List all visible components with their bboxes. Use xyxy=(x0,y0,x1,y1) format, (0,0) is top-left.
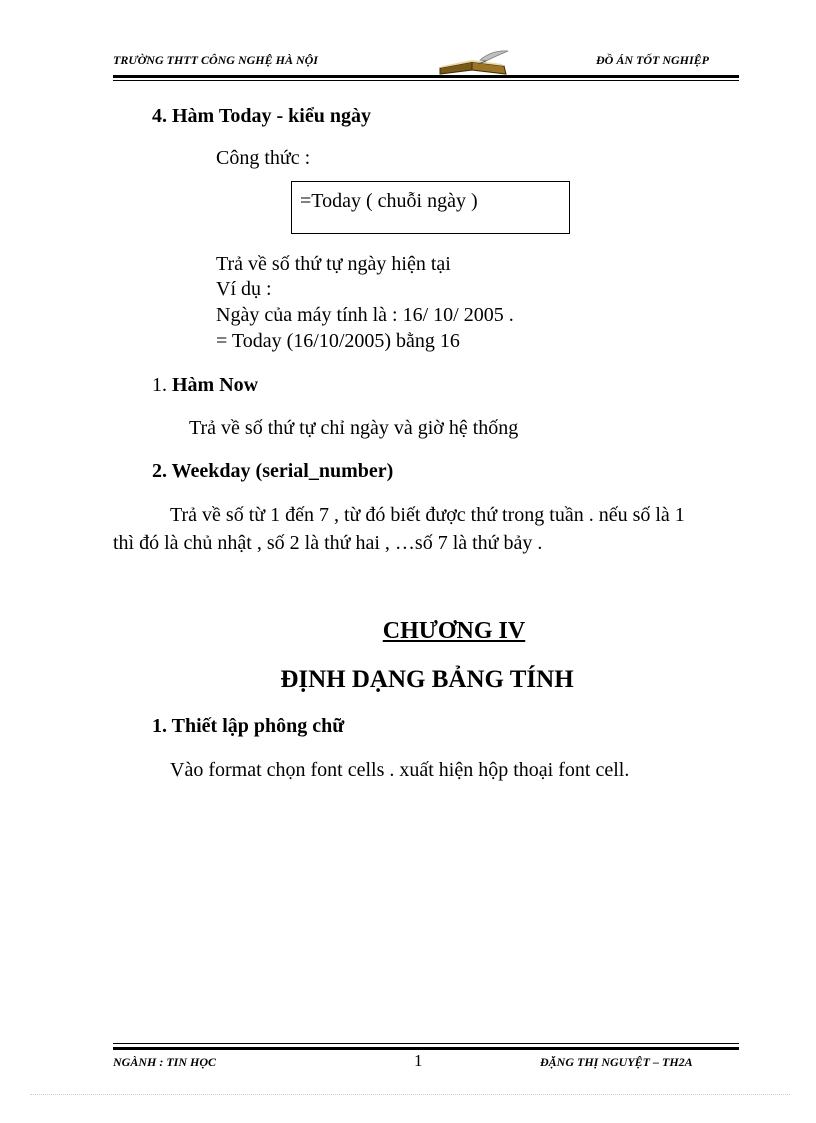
weekday-description-line1: Trả về số từ 1 đến 7 , từ đó biết được thứ trong tuần . nếu số là 1 xyxy=(170,504,685,526)
header-rule-thick xyxy=(113,75,739,78)
formula-text: =Today ( chuỗi ngày ) xyxy=(300,190,478,212)
page-number: 1 xyxy=(414,1051,423,1070)
page-bottom-divider xyxy=(30,1094,790,1095)
font-section-title: 1. Thiết lập phông chữ xyxy=(152,715,345,737)
now-description: Trả về số thứ tự chỉ ngày và giờ hệ thống xyxy=(189,417,519,439)
section-now-title: Hàm Now xyxy=(172,374,259,396)
font-section-description: Vào format chọn font cells . xuất hiện hộp thoại font cell. xyxy=(170,759,630,781)
today-description: Trả về số thứ tự ngày hiện tại xyxy=(216,253,451,275)
footer-rule-thick xyxy=(113,1047,739,1050)
example-label: Ví dụ : xyxy=(216,278,272,300)
footer-rule-thin xyxy=(113,1043,739,1044)
header-rule-thin xyxy=(113,80,739,81)
footer-major: NGÀNH : TIN HỌC xyxy=(113,1055,217,1069)
section-now-number: 1. xyxy=(152,374,167,396)
example-result-line: = Today (16/10/2005) bằng 16 xyxy=(216,330,460,352)
formula-label: Công thức : xyxy=(216,147,311,169)
formula-box xyxy=(291,181,570,234)
section-now-heading xyxy=(152,374,258,397)
chapter-subtitle: ĐỊNH DẠNG BẢNG TÍNH xyxy=(280,666,574,693)
section-weekday-title: 2. Weekday (serial_number) xyxy=(152,460,394,482)
weekday-description-line2: thì đó là chủ nhật , số 2 là thứ hai , …số 7 là thứ bảy . xyxy=(113,532,543,554)
header-school-name: TRƯỜNG THTT CÔNG NGHỆ HÀ NỘI xyxy=(113,53,318,67)
example-date-line: Ngày của máy tính là : 16/ 10/ 2005 . xyxy=(216,304,514,326)
section-today-title: 4. Hàm Today - kiểu ngày xyxy=(152,105,371,127)
chapter-title: CHƯƠNG IV xyxy=(382,618,526,644)
header-project-title: ĐỒ ÁN TỐT NGHIỆP xyxy=(596,53,709,67)
footer-author: ĐẶNG THỊ NGUYỆT – TH2A xyxy=(540,1055,693,1069)
